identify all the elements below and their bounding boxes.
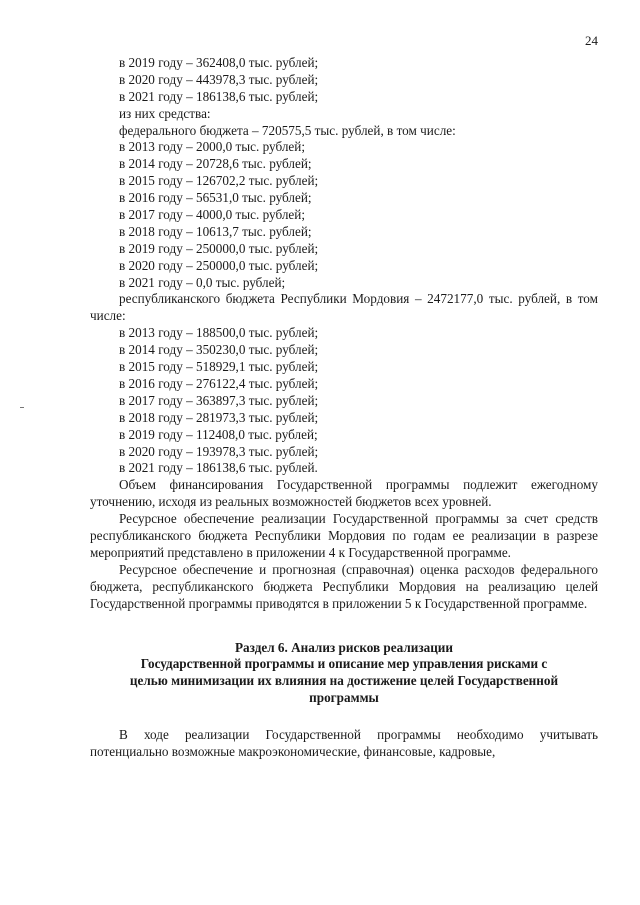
body-paragraph: Ресурсное обеспечение и прогнозная (справочная) оценка расходов федерального бюджета, республиканского бюджета Республики Мордовия на реализацию целей Государственной программы приводятся в приложении 5 к Государственной программе. — [90, 561, 598, 611]
body-paragraph: Объем финансирования Государственной программы подлежит ежегодному уточнению, исходя из реальных возможностей бюджетов всех уровней. — [90, 477, 598, 510]
list-item: в 2021 году – 0,0 тыс. рублей; — [119, 274, 286, 290]
list-item: в 2021 году – 186138,6 тыс. рублей; — [119, 88, 319, 104]
list-item: федерального бюджета – 720575,5 тыс. рублей, в том числе: — [119, 122, 456, 138]
heading-line: целью минимизации их влияния на достижение целей Государственной — [129, 673, 559, 689]
list-item: в 2013 году – 188500,0 тыс. рублей; — [119, 325, 319, 341]
body-paragraph: Ресурсное обеспечение реализации Государственной программы за счет средств республиканского бюджета Республики Мордовия по годам ее реализации в разрезе мероприятий представлено в приложении 4 к Государственной программе. — [90, 511, 598, 560]
list-item: в 2018 году – 10613,7 тыс. рублей; — [119, 223, 312, 239]
heading-line: Раздел 6. Анализ рисков реализации — [234, 639, 454, 655]
list-item: в 2015 году – 518929,1 тыс. рублей; — [119, 359, 319, 375]
list-item: в 2021 году – 186138,6 тыс. рублей. — [119, 460, 318, 476]
list-item: в 2018 году – 281973,3 тыс. рублей; — [119, 409, 319, 425]
list-item: в 2019 году – 362408,0 тыс. рублей; — [119, 55, 319, 70]
list-item: в 2020 году – 250000,0 тыс. рублей; — [119, 257, 319, 273]
list-item: в 2014 году – 350230,0 тыс. рублей; — [119, 342, 319, 358]
list-item: в 2020 году – 443978,3 тыс. рублей; — [119, 71, 319, 87]
final-paragraph: В ходе реализации Государственной программы необходимо учитывать потенциально возможные макроэкономические, финансовые, кадровые, — [90, 727, 598, 760]
list-item: в 2020 году – 193978,3 тыс. рублей; — [119, 443, 319, 459]
list-item: в 2013 году – 2000,0 тыс. рублей; — [119, 139, 305, 155]
section-heading — [90, 640, 598, 708]
list-item: в 2014 году – 20728,6 тыс. рублей; — [119, 156, 312, 172]
funding-list-republic — [90, 325, 598, 477]
list-item: в 2017 году – 4000,0 тыс. рублей; — [119, 207, 305, 223]
heading-line: программы — [309, 690, 379, 706]
document-body — [90, 55, 598, 761]
scan-mark — [20, 407, 24, 408]
list-item: в 2016 году – 276122,4 тыс. рублей; — [119, 375, 319, 391]
list-item: из них средства: — [119, 105, 211, 121]
list-item: в 2019 году – 112408,0 тыс. рублей; — [119, 426, 318, 442]
list-item: в 2017 году – 363897,3 тыс. рублей; — [119, 392, 319, 408]
list-item: в 2015 году – 126702,2 тыс. рублей; — [119, 173, 319, 189]
heading-line: Государственной программы и описание мер управления рисками с — [140, 656, 548, 672]
page-number: 24 — [585, 33, 598, 48]
list-item: в 2016 году – 56531,0 тыс. рублей; — [119, 190, 312, 206]
republic-budget-paragraph: республиканского бюджета Республики Мордовия – 2472177,0 тыс. рублей, в том числе: — [90, 291, 598, 324]
list-item: в 2019 году – 250000,0 тыс. рублей; — [119, 240, 319, 256]
funding-list-total — [90, 55, 598, 291]
